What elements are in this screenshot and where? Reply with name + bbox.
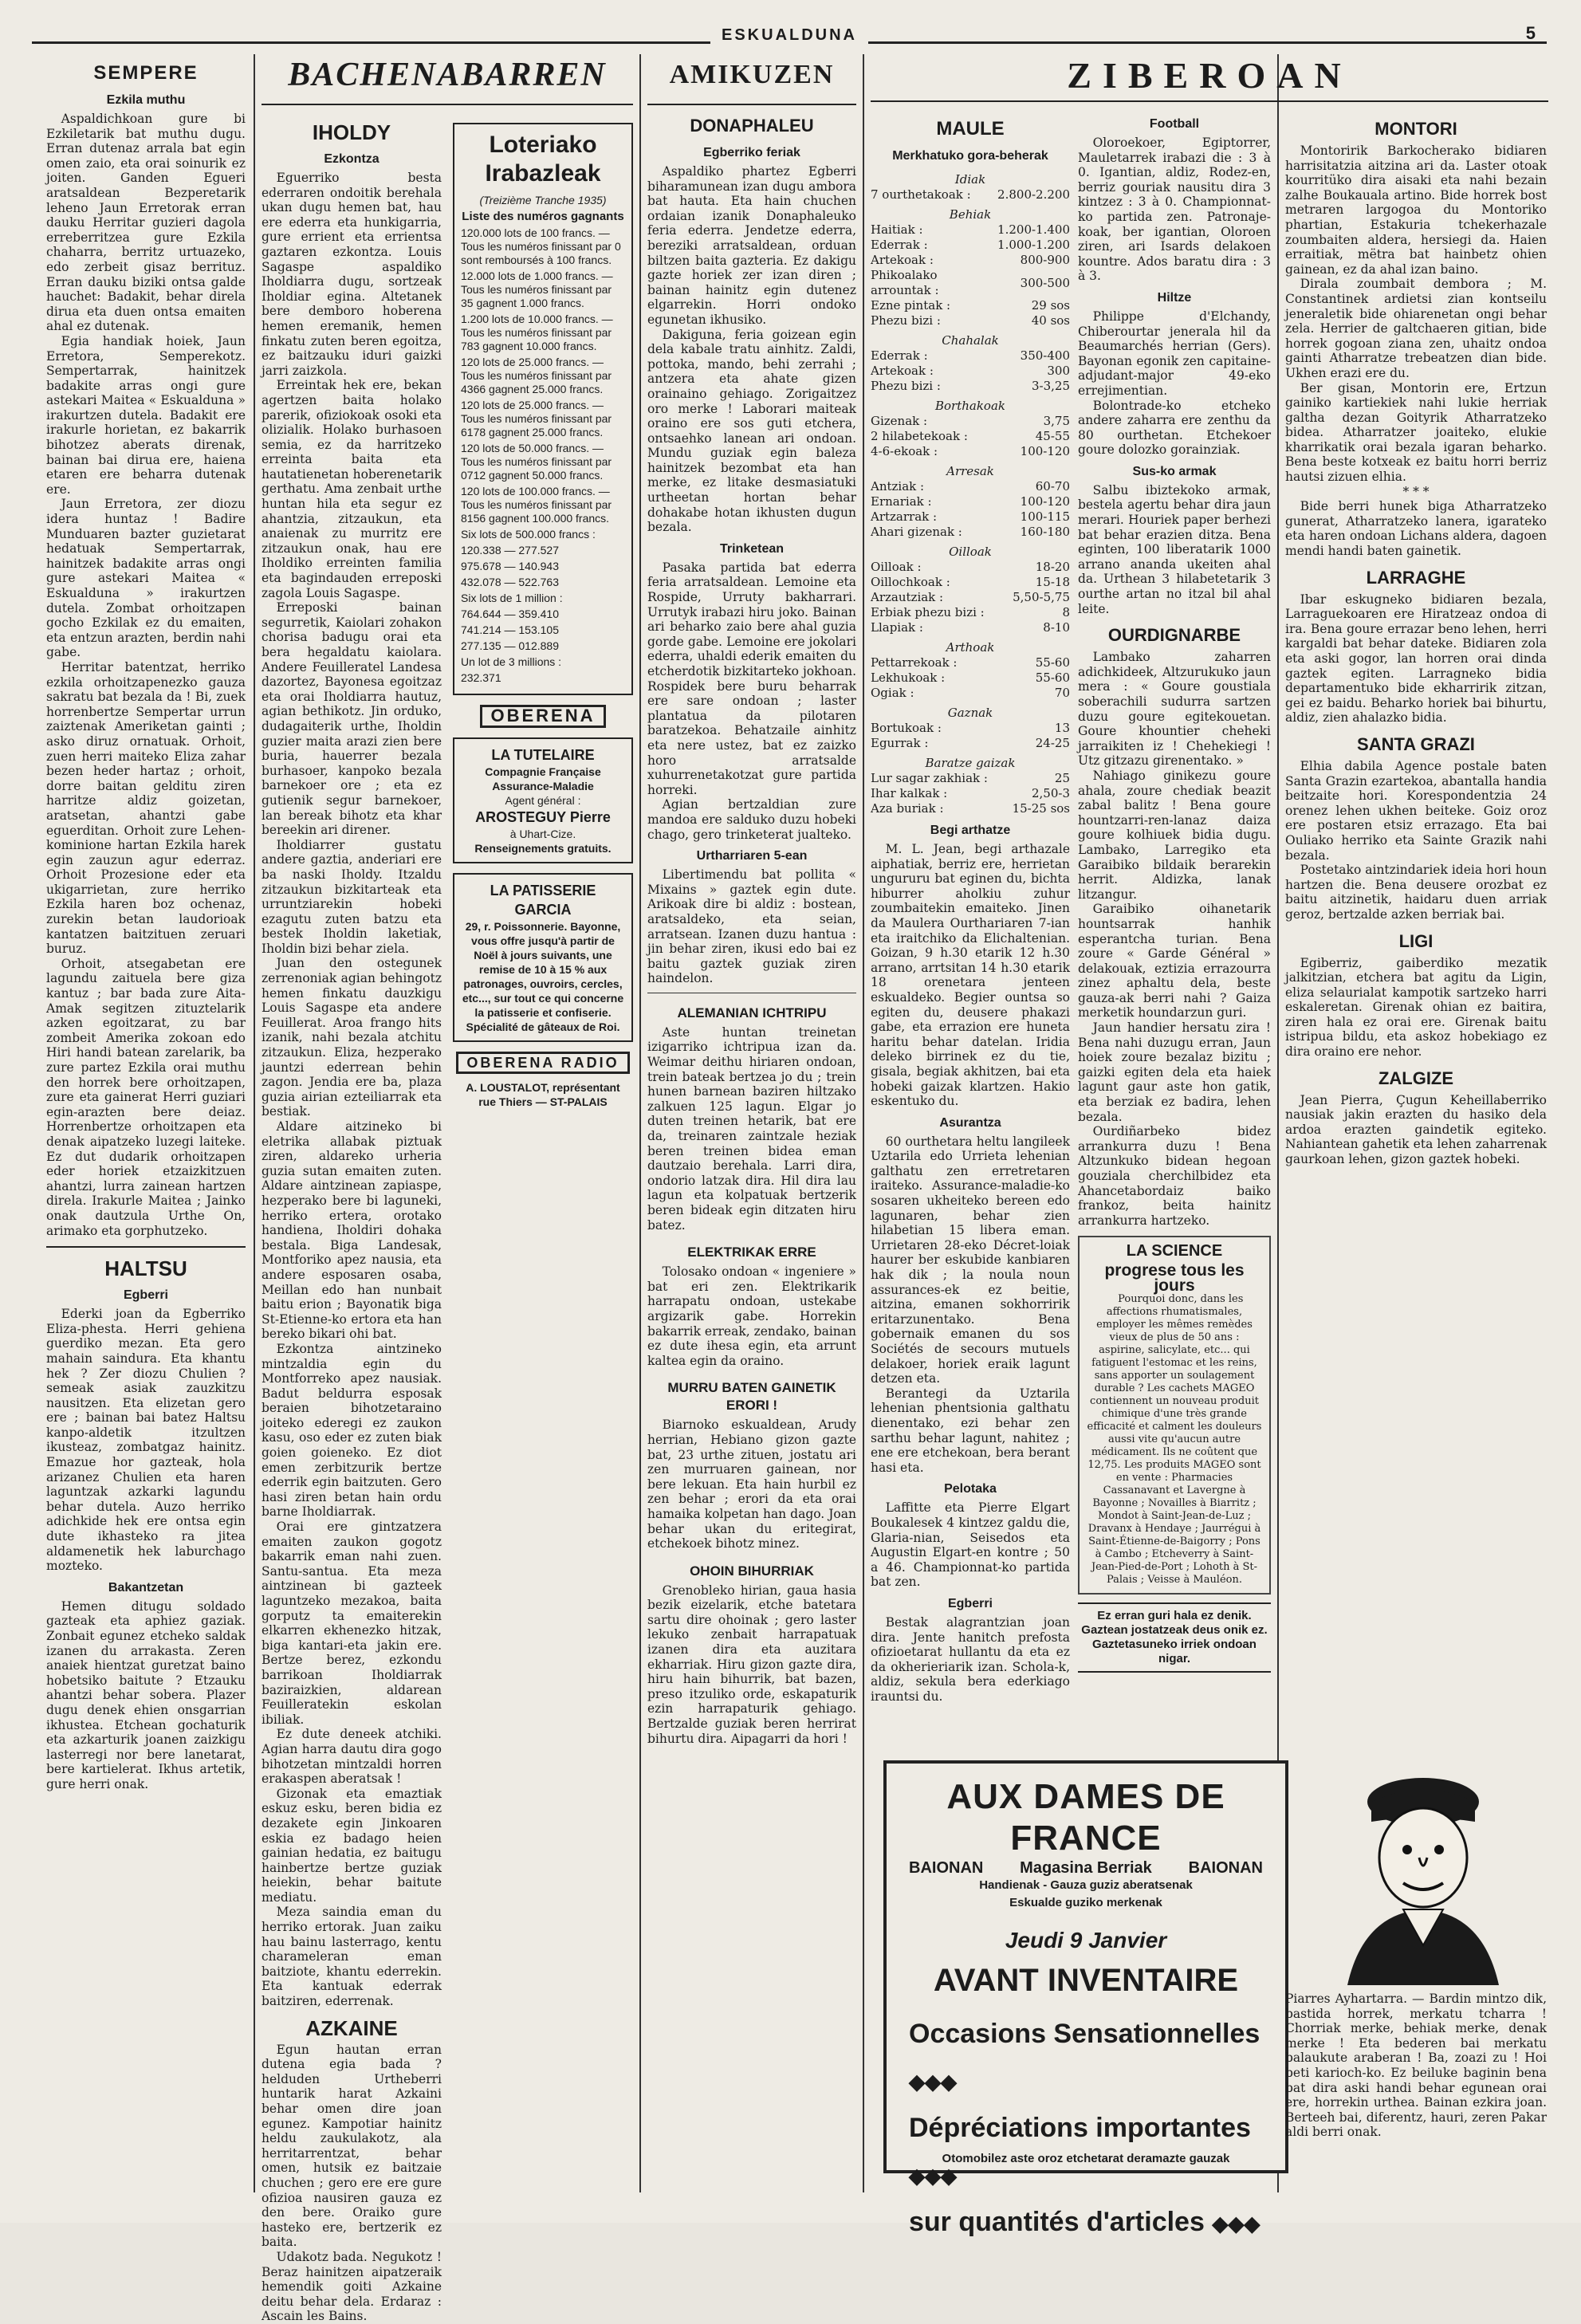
diamond-icons: ◆◆◆ [1212,2212,1260,2236]
market-item-label: Ernariak : [871,494,932,509]
market-price-row [871,479,1070,494]
market-price-row [871,429,1070,444]
market-category: Behiak [949,207,992,222]
market-item-price: 13 [1054,721,1070,735]
market-price-row [871,560,1070,575]
ad-city-row [887,1859,1285,1877]
market-price-row [871,444,1070,459]
article-body: Dirala zoumbait dembora ; M. Constantinek ardietsi zian kontseilu jeneraletik bide ohiarenetan ongi behar zela. Herrier de galtchaeren gitian, bide horrek gogoan ziana zen, uhaitz ondoa gainti Atharratze trebeatzen dian bide. Ukhen erazi ere du. [1285,277,1547,380]
market-category-row [871,635,1070,655]
market-item-price: 800-900 [1020,253,1070,267]
market-table [871,167,1070,816]
market-item-price: 55-60 [1035,670,1070,685]
market-category: Arthoak [946,640,995,655]
divider [647,104,856,105]
market-category: Arresak [946,464,994,478]
tutelaire-agent-label: Agent général : [505,793,581,807]
tutelaire-ad [453,737,633,863]
article-body: Postetako aintzindariek ideia hori houn hartzen die. Bena deusere orozbat ez baitu aitzinetik, haidaru duen arriak geroz, bertzalde azken berriak bai. [1285,863,1547,922]
lottery-line: Six lots de 500.000 francs : [461,528,596,541]
market-price-row [871,670,1070,686]
article-body: Lambako zaharren adichkideek, Altzurukuko jaun mera : « Goure goustiala soberachili sudurra sartzen duzu goure egitekouetan. Goure khountier cheheki jarraikiten iz ! Chehekiegi ! Utz gitzazu girenentako. » [1078,650,1271,769]
market-item-price: 40 sos [1031,313,1070,328]
section-title-azkaine: AZKAINE [305,2015,398,2040]
tutelaire-info: Renseignements gratuits. [474,841,612,855]
ad-city-right: BAIONAN [1188,1859,1263,1877]
column-sempere [46,54,246,2192]
article-body: Erreposki bainan segurretik, Kaiolari zohakon chorisa badugu orai eta bera hegaldatu kaiolara. Andere Feuilleratel Landesa dazortez, Bayonesa egoitzaz eta orai Iholdiarra hautuz, agian bethikotz. Jin orduko, dudagaiterik urthe, Iholdin guzier maita arazi zien bere buria, hauerrer bezala burhasoer, kanpoko bezala barnekoer ore ; eta ez gutienik segur barnekoer, lan bereak bihotz eta khar bereekin ari direner. [262,600,442,838]
market-price-row [871,379,1070,394]
ad-footer: Otomobilez aste oroz etchetarat deramazte gauzak [942,2152,1230,2165]
divider [46,1246,246,1248]
market-item-price: 18-20 [1035,560,1070,574]
lottery-tranche: (Treizième Tranche 1935) [479,194,607,206]
market-item-price: 8 [1062,605,1070,619]
market-category-row [871,328,1070,348]
garcia-ad [453,873,633,1042]
market-category-row [871,540,1070,560]
column-rule [639,54,641,2192]
article-body: Elhia dabila Agence postale baten Santa Grazin ezartekoa, abantalla handia beitzaite hori. Korespondentzia 24 orenez lehen ukhen beiteke. Goiz oroz ere postaren etsiz errazago. Eta bai Ouliako herriko eta Sainte Grazik nahi bezala. [1285,758,1547,863]
article-body: 60 ourthetara heltu langileek Uztarila edo Urrieta lehenian galthatu zen erretretaren iraiteko. Assurance-maladie-ko sosaren ukheiteko bereen edo lagunaren, behar zien hilabetian 15 libera eman. Urrietaren 28-eko Décret-loiak haurer ber eskubide kanbiaren hak dik ; la noula noun assurances-ek ez beitie, aitzina, emanen sokhorririk eritarzunentako. Bena gobernaik emanen du sos Sociétés de secours mutuels delakoer, horiek eraik lagunt detzen eta. [871,1134,1070,1386]
column-montori [1285,110,1547,1744]
market-price-row [871,238,1070,253]
market-item-label: Bortukoak : [871,721,942,735]
market-price-row [871,801,1070,816]
article-subtitle: Sus-ko armak [1132,464,1217,478]
market-price-row [871,298,1070,313]
diamond-icons: ◆◆◆ [909,2070,957,2094]
article-body: Jaun handier hersatu zira ! Bena nahi duzugu erran, Jaun hoiek zoure bezalaz bizitu ; gaizki egiten dela eta haiek lagunt gaur aste hon gatik, eta berziak ez badira, lehen bezala. [1078,1020,1271,1124]
market-item-price: 29 sos [1031,298,1070,313]
loustalot-address: rue Thiers — ST-PALAIS [478,1095,608,1109]
market-item-label: Phezu bizi : [871,313,941,328]
subcolumn-right [453,113,633,2324]
article-body: Aspaldichkoan gure bi Ezkiletarik bat muthu dugu. Erran dutenaz arrala bat egin omen zaio, eta orai soinurik ez joiten. Ganden Egueri aratsaldean Bezperetarik leheno Jaun Erretorak erran dauku Herritar guzieri dagola erreberritzea gure Ezkila chaharra, berritz urtuazeko, edo zerbeit gisaz berrituz. Erran dauku biziki ontsa galde hauchet: Badakit, behar direla dirua eta duen ontsa emaiten ahal ez dutenak. [46,112,246,334]
market-item-label: Artzarrak : [871,509,938,524]
lottery-title: Loteriako [489,132,597,158]
market-item-label: Ihar kalkak : [871,786,948,800]
market-category: Chahalak [942,333,999,348]
market-item-label: Ederrak : [871,348,928,363]
market-item-price: 300-500 [1020,275,1070,290]
article-body: Bide berri hunek biga Atharratzeko gunerat, Atharratzeko lanera, igarateko eta haren ondoan Lichans aldera, dagoen mendi handi baten gainetik. [1285,499,1547,559]
market-item-label: Ezne pintak : [871,298,951,313]
section-title-ziberoan: ZIBEROAN [1067,55,1352,96]
article-body: Egun hautan erran dutena egia bada ? helduden Urtheberri huntarik harat Azkaini behar omen dire joan egunez. Kampotiar hainitz heldu zaukulakotz, ala herritarrentzat, behar omen, hutsik ez baitzaie chuchen ; gero ere ere gure ofizioa nausiren gauza ez den bere. Oraiko gure hasteko ere, bertzerik ez baita. [262,2042,442,2250]
section-title-haltsu: HALTSU [104,1256,187,1281]
section-title-ourdignarbe: OURDIGNARBE [1107,625,1241,646]
article-body: Ber gisan, Montorin ere, Ertzun gainiko kartiekiek nahi lukie herriak galtha dezan Goityrik Atharratzeko bidea. Atharratzer joaiteko, elukie kharrikatik orai bezala igaran beharko. Bena beste kotxeak ez baitu horri berriz hautsi zizuen elhia. [1285,380,1547,485]
column-amikuzen [647,54,856,2192]
lottery-line: 277.135 — 012.889 [461,639,559,652]
section-title-ligi: LIGI [1398,930,1434,951]
article-body: Philippe d'Elchandy, Chiberourtar jenerala hil da Beaumarchés herrian (Gers). Bayonan egonik zen capitaine-adjudant-major 49-eko errejimentian. [1078,309,1271,398]
market-price-row [871,187,1070,203]
article-body: Libertimendu bat pollita « Mixains » gaztek egin dute. Arikoak dire bi aldiz : bostean, aratsaldeko, eta seian, arratsean. Izanen duzu hantua : jin behar ziren, ikusi edo bai ez baitu gaztek guziak ziren haindelon. [647,867,856,986]
article-body: Salbu ibiztekoko armak, bestela agertu behar dira jaun merari. Houriek paper berhezi bat behar erazien ditza. Bena eginten, 100 liberatarik 1000 arrano ananda ukeiten ahal da. Urthean 3 hilabetetarik 3 ourthe artan no itzal bil ahal leite. [1078,482,1271,616]
ad-event: AVANT INVENTAIRE [933,1963,1239,1998]
lottery-line: 120 lots de 25.000 francs. — Tous les numéros finissant par 4366 gagnent 25.000 francs. [461,356,612,395]
divider [262,104,633,105]
article-body: Erreintak hek ere, bekan agertzen baita holako parerik, ofiziokoak osoki eta olizialik. Holako burhasoen semia, ez da harritzeko erreinta baita eta hautatienetan hoberenetarik gerthatu. Ama zenbait urthe huntan hila eta segur ez ahantzia, zitzaukun, eta anaienak zu murritz ere zitzaukun onak, hau ere Iholdiko erreinten familia eta bagindauden erreposki zagola Louis Sagaspe. [262,378,442,600]
article-body: Agian bertzaldian zure mandoa ere salduko duzu hobeki chago, gero trinketerat jualteko. [647,797,856,842]
article-body: Berantegi da Uztarila lehenian phentsionia galthatu dienentako, ezi behar zen sarthu behar lagunt, nahitez ; ene ere etchekoan, bera berant hasi eta. [871,1386,1070,1475]
science-ad [1078,1236,1271,1595]
market-item-label: 2 hilabetekoak : [871,429,968,443]
section-title-maule: MAULE [936,118,1005,140]
article-body: Ourdiñarbeko bidez arrankurra duzu ! Bena Altzunkuko bidean hegoan gouziala cherchilbidez eta Ahancetabordaiz baiko frankoz, beita hainitz arrankurra hartzeko. [1078,1124,1271,1228]
column-bachenabarren [262,54,633,2324]
science-ad-title: LA SCIENCE [1126,1242,1223,1260]
market-category: Gaznak [947,706,993,720]
lottery-list [461,226,625,685]
lottery-line: 741.214 — 153.105 [461,623,559,636]
market-item-label: 4-6-ekoak : [871,444,938,458]
market-price-row [871,620,1070,635]
article-body: Garaibiko oihanetarik hountsarrak hanhik esperantcha turian. Bena zoure « Garde Général » delakouak, eztizia errazourra zinez aphaltu dela, beste gauza-ak berri nahi ? Gaiza merketik houndarzun guri. [1078,902,1271,1020]
section-title-sempere: SEMPERE [93,62,199,84]
market-category-row [871,459,1070,479]
article-body: Bestak alagrantzian joan dira. Jente hanitch prefosta ofizioetarat hullantu da eta ez da okherieriarik izan. Schola-k, aldiz, sekula bera ederkiago irauntsi du. [871,1614,1070,1704]
market-price-row [871,655,1070,670]
market-price-row [871,253,1070,268]
market-item-label: Ogiak : [871,686,914,700]
article-subtitle: Begi arthatze [930,824,1011,837]
market-item-label: Gizenak : [871,414,928,428]
article-subtitle: Ezkontza [324,152,380,166]
garcia-address: 29, r. Poissonnerie. Bayonne, [465,919,621,933]
article-body: Hemen ditugu soldado gazteak eta aphiez gaziak. Zonbait egunez etcheko saldak izanen du arrakasta. Zeren anaiek hientzat guretzat baino hobetsiko baitute ? Etzauku ahantzi behar sobera. Plazer dugu denek ehien onsgarrian ikhustea. Etchean gochaturik eta azkarturik joanen zaizkigu lasterregi nor bere lanetarat, bere kartielerat. Ikhus artetik, gure herri onak. [46,1598,246,1791]
ad-city-left: BAIONAN [909,1859,984,1877]
article-body: Aste huntan treinetan izigarriko ichtripua izan da. Weimar deithu hiriaren ondoan, trein bateak bertzea jo du ; trein hunen barnean baziren hiltzako zalkuen 125 lagun. Elgar jo duten treinen hetarik, bat ere da, treinaren zaintzale heziak beren treinen bidea eman dautzaio berehala. Larri dira, ondorio latzak dira. Hil dira lau lagun eta kolpatuak bertzerik beren bideak egin ditzaten hiru batez. [647,1024,856,1233]
market-price-row [871,771,1070,786]
lottery-line: 1.200 lots de 10.000 francs. — Tous les numéros finissant par 783 gagnent 10.000 francs. [461,313,613,352]
lottery-line: Six lots de 1 million : [461,592,563,604]
market-item-price: 55-60 [1035,655,1070,670]
market-item-label: Egurrak : [871,736,929,750]
article-body: Udakotz bada. Negukotz ! Beraz hainitzen aipatzeraik hemendik goiti Azkaine deitu behar dela. Erdaraz : Ascain les Bains. [262,2249,442,2324]
article-body: Meza saindia eman du herriko ertorak. Juan zaiku hau bainu lasterrago, kentu charameleran eman baitziote, khantu ederrekin. Eta kantuak ederrak baitziren, ederrenak. [262,1905,442,2009]
article-subtitle: Trinketean [719,541,785,556]
market-item-price: 3,75 [1043,414,1070,428]
article-body: Ezkontza aintzineko mintzaldia egin du Montforreko apez nausiak. Badut beldurra esposak beraien bihotzetaraino joiteko ederegi ez zaukon kasu, oso eder ez zuten biak goien goieneko. Ez diot emen zerbitzurik bertze ederrik egin baitzuten. Gero hasi ziren betan hain ordu barne Iholdiarrak. [262,1341,442,1520]
lottery-title-2: Irabazleak [485,160,601,187]
article-body: Pasaka partida bat ederra feria arratsaldean. Lemoine eta Rospide, Urruty bakharrari. Urrutyk irabazi hiru joko. Bainan ari beharko zaio bere ahal guzia gorde gabe. Lemoine ere jokolari ederra, uhaldi ederik emaiten du etcherdotik bizkitarteko jokhoan. Rospidek bere buru beharrak ere sare ondoan ; laster plantatua da pilotaren baratzekoa. Behatzaile ainhitz eta nere ustez, bat ez zaizko horo arratsalde xuhurrenetakotzat gure partida horreki. [647,560,856,797]
ad-deal-3: sur quantités d'articles ◆◆◆ [909,2207,1260,2237]
market-category: Oilloak [949,545,992,559]
market-item-label: Artekoak : [871,253,934,267]
article-subtitle: Football [1149,117,1200,131]
article-body: Laffitte eta Pierre Elgart Boukalesek 4 kintzez galdu die, Glaria-nian, Seisedos eta Augustin Elgart-en kontre ; 50 a 46. Championnat-ko partida bat zen. [871,1500,1070,1590]
article-headline: MURRU BATEN GAINETIK ERORI ! [667,1380,836,1414]
article-body: Iholdiarrer gustatu andere gaztia, anderiari ere ba naski Iholdy. Itzaldu zitzaukun bizkitarteak eta urruntziarekin hobeki ezagutu zuten batzu eta bestek Iholdin laketiak, Iholdin bizi behar ziela. [262,837,442,956]
column-rule [863,54,864,2192]
article-body: Jean Pierra, Çugun Keheillaberriko nausiak jakin erazten du hasiko dela ardoa erazten gaindetik egiteko. Nahiantean gahetik eta lehen zaharrenak gaurkoan lehen, gizon gaztek hobeki. [1285,1092,1547,1167]
market-category-row [871,701,1070,721]
market-item-price: 15-18 [1035,575,1070,589]
market-item-price: 100-115 [1020,509,1070,524]
market-item-price: 3-3,25 [1031,379,1070,393]
dames-de-france-ad [883,1760,1288,2237]
section-title-larraghe: LARRAGHE [1366,567,1466,588]
article-body: Nahiago ginikezu goure ahala, zoure chediak beazit zabal balitz ! Bena goure hountzarri-ren-lanaz daiza goure kolhiuek bidia dugu. Lambako, Larregiko eta Garaibiko bildaik berarekin herrit. Aldizka, lanak litzangur. [1078,768,1271,902]
article-body: M. L. Jean, begi arthazale aiphatiak, berriz ere, herrietan ungururu bat eginen du, bichta hiburrer aholkiu zuhur zoumbaitekin emaiteko. Jinen da Maulera Ourthariaren 7-ian eta iraitchiko da Elichaltenian. Goizan, 9 h.30 etarik 12 h.30 arrano, arrtsitan 14 h.30 etarik 18 orenetara jenteen eskualdeko. Begier ountsa so egiten du, deusere phakazi gabe, eta errazion ere huneta haritu behar datelan. Iridia deleko birrinek ez du tie, gisala, begiak akhitzen, bai eta hobeki gaizak klartzen. Hakio eskentuko du. [871,842,1070,1109]
market-price-row [871,494,1070,509]
ad-deal-1: Occasions Sensationnelles ◆◆◆ [909,2019,1260,2094]
article-body: Herritar batentzat, herriko ezkila orhoitzapenezko gauza sakratu bat bezala da ! Bi, zuek horrenbertze Sempertar urrun zaiztenak Ameriketan gainti ; asko diruz ornatuak. Orhoit, zuen herri maiteko Eliza zahar bezen heder hartaz ; orhoit, dorre baitan gelditu ziren harritze aldiz goizetan, aratsetan, ahantzi gabe eguerditan. Orhoit zure Lehen-kominione hartan Ezkila harek egin zauzun agur ederraz. Orhoit Prozesione eder eta ukigarrietan, zure herriko Ezkila haren boz ochenaz, zurekin betan laudorioak kantatzen baitzituen zeruari buruz. [46,659,246,957]
market-item-price: 60-70 [1035,479,1070,494]
ad-deal-2: Dépréciations importantes ◆◆◆ [909,2113,1251,2188]
market-item-price: 2.800-2.200 [997,187,1070,202]
portrait-illustration [1292,1746,1555,1985]
tutelaire-agent-name: AROSTEGUY Pierre [475,808,611,825]
market-title: Merkhatuko gora-beherak [892,149,1048,163]
market-price-row [871,348,1070,364]
article-body: Biarnoko eskualdean, Arudy herrian, Hebiano gizon gazte bat, 23 urthe zituen, jostatu ari zen murruaren gainean, nor bere lekuan. Eta hain hurbil ez zen behar ; erori da eta orai hamaika kolpetan han dago. Joan behar ukan du eritegirat, etchekoek bihotz minez. [647,1418,856,1551]
article-subtitle: Asurantza [939,1115,1001,1130]
article-body: Orai ere gintzatzera emaiten zaukon gogotz bakarrik eman nahi zuen. Santu-santua. Eta meza aintzinean bi gazteek laguntzeko mezakoa, baita gorputz ta emaiterekin elkarren ekhenezko hitzak, biga kantari-eta jakin ere. Bertze berez, ezkondu barrikoan Iholdiarrak baziraizkien, aldarean Feuilleratekin eskolan ibiliak. [262,1520,442,1727]
article-body: Egiberriz, gaiberdiko mezatik jalkitzian, etchera bat agitu da Ligin, eliza selaurialat kampotik sartzeko harri eskaleretan. Girenak ohian ez baitira, ziren hala ez orai ere. Girenak baitu istripua bildu, eta askoz hobekiago ez dira oraino ere nehor. [1285,955,1547,1060]
obere-radio-logo: OBERENA RADIO [453,1052,633,1075]
article-headline: ELEKTRIKAK ERRE [687,1245,816,1260]
obere-logo-1: OBERENA [453,705,633,728]
section-title-amikuzen: AMIKUZEN [669,60,835,89]
market-category: Baratze gaizak [925,756,1016,770]
article-subtitle: Bakantzetan [108,1580,184,1595]
market-item-label: Ederrak : [871,238,928,252]
market-item-label: Arzautziak : [871,590,944,604]
section-title-zalgize: ZALGIZE [1378,1068,1454,1088]
garcia-title: LA PATISSERIE GARCIA [490,882,596,918]
article-headline: ALEMANIAN ICHTRIPU [677,1005,827,1020]
proverb-note: Ez erran guri hala ez denik. Gaztean jostatzeak deus onik ez. Gaztetasuneko irriek ondoan nigar. [1078,1602,1271,1673]
loustalot-name: A. LOUSTALOT, représentant [466,1081,620,1095]
lottery-line: 120 lots de 25.000 francs. — Tous les numéros finissant par 6178 gagnent 25.000 francs. [461,399,612,438]
market-item-price: 160-180 [1020,525,1070,539]
lottery-line: 120 lots de 50.000 francs. — Tous les numéros finissant par 0712 gagnent 50.000 francs. [461,442,612,482]
lottery-line: 232.371 [461,671,501,684]
article-headline: OHOIN BIHURRIAK [690,1563,814,1579]
science-ad-subtitle: progrese tous les jours [1104,1260,1245,1295]
section-title-iholdy: IHOLDY [312,120,391,144]
section-title-montori: MONTORI [1375,119,1457,139]
tutelaire-subtitle: Compagnie Française Assurance-Maladie [485,765,601,792]
article-body: Ibar eskugneko bidiaren bezala, Larraguekoaren ere Hiratzeaz ondoa di ira. Bena goure errazar beno lehen, herri kargaldi bat behar dateke. Bidiaren zola eta aski gogor, lan horren orai dinda gaztek egiten. Larragneko bidia departamentuko bide ekharririk zitzan, gei ez baidu. Beharko horiek bai bihurtu, aldiz, zien ahalazko bidia. [1285,592,1547,726]
market-item-label: Phikoalako arrountak : [871,268,939,297]
ad-store-tagline: Magasina Berriak [1020,1859,1152,1877]
separator-stars: * * * [1402,484,1430,499]
article-body: Tolosako ondoan « ingeniere » bat eri zen. Elektrikarik harrapatu ondoan, ustekabe argizarik gabe. Horrekin bakarrik erreak, zendako, bainan ez dute ihesa egin, eta arrunt kaltea egin da oraino. [647,1264,856,1368]
market-category: Borthakoak [934,399,1005,413]
ad-line-3: Eskualde guziko merkenak [1009,1896,1162,1909]
divider [871,100,1548,102]
market-item-label: Lekhukoak : [871,670,946,685]
market-category-row [871,394,1070,414]
article-subtitle: Egberriko feriak [703,146,800,159]
market-item-label: Antziak : [871,479,925,494]
market-item-price: 15-25 sos [1012,801,1070,816]
market-item-label: Pettarrekoak : [871,655,958,670]
section-title-santa-grazi: SANTA GRAZI [1357,733,1475,754]
market-category: Idiak [954,172,986,187]
page-number: 5 [1525,23,1536,43]
article-subtitle: Pelotaka [944,1482,997,1496]
tutelaire-address: à Uhart-Cize. [509,827,576,840]
market-item-price: 25 [1054,771,1070,785]
market-price-row [871,605,1070,620]
market-category-row [871,167,1070,187]
article-subtitle: Hiltze [1157,290,1192,305]
article-body: Bolontrade-ko etcheko andere zaharra ere zenthu da 80 ourthetan. Etchekoer goure dolozko gorainziak. [1078,398,1271,458]
market-item-label: Ahari gizenak : [871,525,962,539]
article-body: Ederki joan da Egberriko Eliza-phesta. Herri gehiena guerdiko mezan. Eta gero mahain saindura. Eta khantu hek ? Zer diozu Chulien ? semeak asiak zauzkitzu nausitzen. Eta elizetan gero ere ; bainan bai batez Haltsu kanpo-aldetik itzultzen ikusteaz, zombatgaz hainitz. Emazue hor gazteak, hola arizanez Chulien eta haren laguntzak azkarki lagundu behar dutela. Auzo herriko adichkide hek ere ontsa egin dute ikhasteko ra jitea aldamenetik hek laburchago mozteko. [46,1307,246,1574]
market-item-label: Phezu bizi : [871,379,941,393]
market-price-row [871,509,1070,525]
market-item-price: 5,50-5,75 [1013,590,1070,604]
ad-store-name: AUX DAMES DE FRANCE [946,1777,1225,1858]
column-maule-continued [1078,110,1271,1752]
article-body: Oloroekoer, Egiptorrer, Mauletarrek irabazi die : 3 à 0. Igantian, aldiz, Rodez-en, berriz gouriak nausitu dira 3 kintzez : 3 à 0. Championnat-ko partida zen. Patronaje-koak, ber igantian, Oloroen ziren, ari Isards delakoen kountre. Ados baratu dira : 3 à 3. [1078,136,1271,284]
market-price-row [871,721,1070,736]
lottery-line: Un lot de 3 millions : [461,655,562,668]
article-body: Eguerriko besta ederraren ondoitik berehala ukan dugu hemen bat, hau ere ederra eta hunkigarria, gure errient eta errientsa gaztaren ezkontza. Louis Sagaspe aspaldiko Iholdiarra dugu, sortzeak Iholdiar egina. Altetanek bere demboro hoberena hemen eremanik, hemen finkatu zuten beren egoitza, ez baitzauku iduri gaizki jarri zaizkola. [262,171,442,378]
market-price-row [871,590,1070,605]
market-item-price: 300 [1047,364,1070,378]
market-item-label: Erbiak phezu bizi : [871,605,985,619]
market-category-row [871,203,1070,222]
article-subtitle: Egberri [123,1288,168,1303]
market-item-price: 350-400 [1020,348,1070,363]
market-price-row [871,736,1070,751]
market-item-price: 24-25 [1035,736,1070,750]
ad-line-2: Handienak - Gauza guziz aberatsenak [979,1878,1193,1892]
lottery-line: 120 lots de 100.000 francs. — Tous les numéros finissant par 8156 gagnent 100.000 francs. [461,485,612,525]
market-item-label: Oilloak : [871,560,922,574]
lottery-line: 12.000 lots de 1.000 francs. — Tous les numéros finissant par 35 gagnent 1.000 francs. [461,269,613,309]
market-item-label: Llapiak : [871,620,923,635]
market-item-label: 7 ourthetakoak : [871,187,971,202]
market-item-price: 1.200-1.400 [997,222,1070,237]
tutelaire-title: LA TUTELAIRE [491,746,595,763]
market-item-price: 100-120 [1020,444,1070,458]
market-price-row [871,414,1070,429]
lottery-line: 975.678 — 140.943 [461,560,559,572]
article-body: Gizonak eta emaztiak eskuz esku, beren bidia ez dezakete egin Jinkoaren eskia ez badago heien gainian hedatia, ez baitugu hainbertze bertze guziak heiekin, behar baitute mediatu. [262,1786,442,1905]
article-body: Orhoit, atsegabetan ere lagundu zaituela bere giza kantuz ; bar bada zure Aita-Amak segitzen zituztelarik azken egoitzarat, zu bar zombeit Amerika zokoan edo Hiri handi batean zarelarik, ba zure partez Ezkila orai muthu den horrek bere orhoitzapen, zure eta gainerat Herri guziari egin-arazten bere deiaz. Horrenbertze orhoitzapen eta denak aipatzeko luzegi laiteke. Ez dut dudarik orhoitzapen eder horiek etzaizkitzuen ahantzi, lurra zainean hartzen direla. Irakurle Maitea ; Jainko onak dautzula Urthe On, arimako eta gorphutzeko. [46,956,246,1238]
garcia-text: vous offre jusqu'à partir de Noël à jours suivants, une remise de 10 à 15 % aux patronages, ouvroirs, cercles, etc..., sur tout ce qui concerne la patisserie et confiserie. Spécialité de gâteaux de Roi. [462,934,624,1033]
market-item-price: 100-120 [1020,494,1070,509]
lottery-box [453,123,633,695]
section-title-bachenabarren: BACHENABARREN [288,57,607,93]
market-item-label: Artekoak : [871,364,934,378]
market-price-row [871,268,1070,298]
ad-date: Jeudi 9 Janvier [1005,1928,1167,1952]
market-item-price: 1.000-1.200 [997,238,1070,252]
market-item-label: Haitiak : [871,222,923,237]
ad-deals-list [887,2011,1285,2247]
science-ad-body: Pourquoi donc, dans les affections rhumatismales, employer les mêmes remèdes vieux de plus de 50 ans : aspirine, salicylate, etc... qui fatiguent l'estomac et les reins, sans apporter un soulagement durable ? Les cachets MAGEO contiennent un nouveau produit chimique d'une très grande efficacité et calment les douleurs aussi vite qu'aucun autre médicament. Ils ne coûtent que 12,75. Les produits MAGEO sont en vente : Pharmacies Cassanavant et Lavergne à Bayonne ; Novailles à Biarritz ; Mondot à Saint-Jean-de-Luz ; Dravanx à Hendaye ; Jaurrégui à Saint-Étienne-de-Baigorry ; Pons à Cambo ; Etcheverry à Saint-Jean-Pied-de-Port ; Lohoth à St-Palais ; Veisse à Mauléon. [1087,1293,1262,1587]
market-category-row [871,751,1070,771]
section-title-donaphaleu: DONAPHALEU [690,116,814,136]
subcolumn-left [262,113,442,2324]
article-body: Egia handiak hoiek, Jaun Erretora, Semperekotz. Sempertarrak, hainitzek badakite arras ongi gure astekari Maitea « Eskualduna » irakurtzen dutela. Badakit ere irakurle horietan, ez bakarrik bihotzez aberats direnak, bainan bai dirua ere, haiena etaren ere beharra dutenak ere. [46,333,246,497]
article-body: Montoririk Barkocherako bidiaren harrisitatzia aitzina ari da. Laster otoak kourritüko dira aisaki eta nahi bezain zalhe Boukauala artino. Bide horrek bost metraren largogoa du Montoriko phartian, Estakuria tchekerhazale zoumbaiten aldera, hersiegi da. Haien erraitiak, mëtra bat hainbetz ohien gainean, ez da ahal izan baino. [1285,144,1547,277]
lottery-line: 120.338 — 277.527 [461,544,559,556]
market-price-row [871,364,1070,379]
article-subtitle: Ezkila muthu [106,93,186,107]
market-price-row [871,786,1070,801]
lottery-heading: Liste des numéros gagnants [462,210,624,223]
article-body: Ez dute deneek atchiki. Agian harra dautu dira gogo bihotzetan mintzaldi horren erakaspen aberatsak ! [262,1727,442,1787]
market-price-row [871,222,1070,238]
article-body: Dakiguna, feria goizean egin dela kabale tratu ainhitz. Zaldi, pottoka, mando, behi zerrahi ; antzera eta ahate gizen orainaino gehiago. Zorigaitzez oro merke ! Laborari maiteak oraino ere sos guti etchera, ontsaehko lanean ari ondoan. Mundu guziak egin baleza hainitzek bezombat eta han merke, ez litake desmasiatuki urtheetan hortan behar dohakabe hotan ikhusten dugun bezala. [647,327,856,535]
column-rule [254,54,255,2192]
diamond-icons: ◆◆◆ [909,2164,957,2188]
article-body: Jaun Erretora, zer diozu idera huntaz ! Badire Munduaren bazter guzietarat hedatuak Sempertarrak, hainitzek badakite arras ongi gure astekari Maitea « Eskualduna » irakurtzen dutela. Zombat orhoitzapen gocho Ezkilak ez du emaiten, eta entzun arazten, berdin nahi gabe. [46,497,246,660]
ziberoan-header [871,54,1548,105]
article-body: Grenobleko hirian, gaua hasia bezik eizelarik, etche batetara sartu dire ohoinak ; gero laster lekuko zenbait harrapatuak izanen dira eta auzitara ekharriak. Hiru gizon gazte dira, hiru hain bihurrik, bat bazen, preso itzuliko orde, eskapaturik ezin harrapaturik gehiago. Bertzalde guziak beren herrirat bihurtu dira. Aipagarri da hori ! [647,1583,856,1746]
article-body: Juan den ostegunek zerrenoniak agian behingotz hemen finkatu dauzkigu Louis Sagaspe eta andere Feuillerat. Aroa frango hits izanik, nahi bezala atchitu zitzaukun. Eliza, hezperako jauntzi ederrean behin zagon. Jendia ere ba, plaza guzia airian ezteiliarrak eta bestiak. [262,956,442,1119]
lottery-line: 432.078 — 522.763 [461,576,559,588]
market-item-price: 8-10 [1043,620,1070,635]
article-body: Aldare aitzineko bi eletrika allabak piztuak ziren, aldareko urheria guzia sutan emaiten zuten. Aldare aintzinean zapiaspe, hezperako bere bi laguneki, herriko ertera, orotako handiena, Iholdiri dohaka bestala. Biga Landesak, Montforiko apez nausia, eta andere esposaren osaba, Meillan edo han nunbait baitu erion ; Bayonatik biga St-Etienne-ko ertora eta han bereko bikari ohi bat. [262,1119,442,1342]
market-item-price: 2,50-3 [1031,786,1070,800]
market-item-price: 70 [1054,686,1070,700]
market-price-row [871,686,1070,701]
market-item-label: Lur sagar zakhiak : [871,771,988,785]
column-maule [871,110,1070,1752]
market-price-row [871,525,1070,540]
lottery-line: 764.644 — 359.410 [461,608,559,620]
market-item-price: 45-55 [1035,429,1070,443]
market-item-label: Aza buriak : [871,801,944,816]
article-subtitle: Urtharriaren 5-ean [696,849,808,863]
market-price-row [871,313,1070,328]
masthead-title: ESKUALDUNA [710,26,868,45]
article-subtitle: Egberri [947,1596,993,1610]
market-item-label: Oillochkoak : [871,575,950,589]
article-body: Aspaldiko phartez Egberri biharamunean izan dugu ambora bat hauta. Eta hain chuchen ordaian izanik Donaphaleuko feria ederra. Jendetze ederra, bereziki arratsaldean, orduan biltzen baita gazteria. Ez dakigu gazte horiek zer izan diren ; bainan hainitz egin dutenez elgarrekin. Horri ondoko egunetan ikhusiko. [647,164,856,327]
lottery-line: 120.000 lots de 100 francs. — Tous les numéros finissant par 0 sont remboursés à 100 francs. [461,226,621,266]
market-price-row [871,575,1070,590]
portrait-caption: Piarres Ayhartarra. — Bardin mintzo dik, bastida horrek, merkatu tcharra ! Chorriak merke, behiak merke, denak merke ! Eta bederen bai merkatu balaukute araberan ! Ba, zoazi zu ! Hoi beti karioch-ko. Ez beiluke baginin bena bat dira aski handi behar egunean orai ere, horrekin urthea. Bainan ezkira joan. Berteeh bai, diferentz, hauri, zeren Pakar aldi berri onak. [1285,1992,1547,2140]
